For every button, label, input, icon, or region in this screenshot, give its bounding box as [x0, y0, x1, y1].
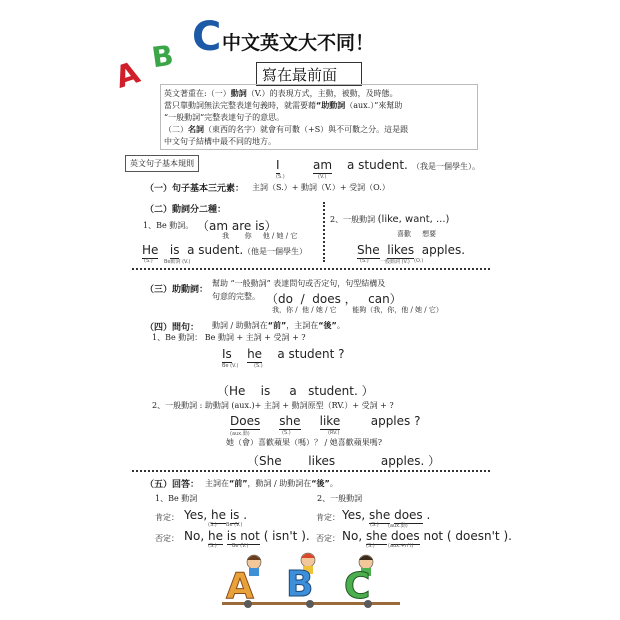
- text: 。: [336, 321, 345, 330]
- word: she: [279, 414, 301, 428]
- abc-letter-b: B: [149, 38, 176, 75]
- section4-be-tag-v: Be (V.): [222, 363, 239, 369]
- word: like: [319, 414, 341, 428]
- section5-general-neg: [342, 529, 512, 543]
- section5-general-neg-tag-s: (S.): [366, 543, 375, 549]
- word: he: [247, 347, 263, 361]
- text: ，動詞 / 助動詞在: [247, 479, 312, 488]
- section5-general-neg-label: 否定：: [316, 534, 340, 543]
- word: He: [142, 243, 159, 257]
- ex1-word-student: a student.: [347, 158, 408, 172]
- word: ( isn't ).: [263, 529, 310, 543]
- section4-general-gloss: 她（會）喜歡蘋果（嗎）？ / 她喜歡蘋果嗎?: [226, 438, 383, 447]
- word: No,: [184, 529, 205, 543]
- section5-be-aff-tag-v: Be (V.): [226, 522, 243, 528]
- word: she: [369, 508, 391, 522]
- abc-letter-a: A: [111, 55, 145, 96]
- intro-text: （二）: [164, 125, 188, 134]
- footer-letter-c: C: [344, 566, 371, 607]
- section4-general-answer: （She likes apples. ）: [247, 454, 441, 468]
- section5-be-aff-tag-s: (S.): [208, 522, 217, 528]
- section3-line-1: 幫助 “一般動詞” 表達問句或否定句，句型結構及: [212, 279, 386, 288]
- section2-be-words: （am are is）: [197, 219, 277, 233]
- section4-be-title: 1、Be 動詞： Be 動詞 + 主詞 + 受詞 + ?: [152, 333, 306, 342]
- page-subtitle: 寫在最前面: [262, 66, 338, 84]
- word: she: [365, 529, 388, 543]
- intro-line-5: 中文句子結構中最不同的地方。: [164, 137, 276, 146]
- section2-label: （二）動詞分二種：: [145, 205, 227, 215]
- ex1-word-i: [276, 158, 280, 172]
- intro-line-3: “一般動詞”完整表達句子的意思。: [164, 113, 285, 122]
- word: a student ?: [277, 347, 345, 361]
- section2-be-ex: [142, 243, 243, 257]
- section2-divider: [323, 202, 325, 262]
- section2-general-tag-s: (S.): [360, 258, 369, 264]
- section5-label: （五）回答：: [145, 480, 200, 490]
- footer-letter-a: A: [226, 566, 254, 607]
- intro-bold: 名詞: [188, 125, 204, 134]
- section3-line-2: 句意的完整。: [212, 292, 260, 301]
- word: likes: [387, 243, 415, 257]
- text: “前”: [229, 479, 248, 488]
- intro-bold: “助動詞: [316, 101, 346, 110]
- word: does: [391, 529, 420, 543]
- section4-be-tag-s: (S.): [254, 363, 263, 369]
- section1-content: 主詞（S.）+ 動詞（V.）+ 受詞（O.）: [252, 183, 390, 192]
- word: I: [276, 158, 280, 172]
- section5-general-aff-tag-aux: (aux.動): [388, 523, 408, 529]
- section3-label: （三）助動詞：: [145, 285, 209, 295]
- section5-general-aff-tag-s: (S.): [370, 522, 379, 528]
- section2-general-glosses: 喜歡 想要: [397, 230, 437, 238]
- intro-line-4: [164, 124, 408, 135]
- word: Is: [222, 347, 232, 361]
- section5-be-neg: [184, 529, 310, 543]
- divider-1: [132, 268, 490, 270]
- abc-letter-c: C: [192, 14, 222, 60]
- word: apples.: [421, 243, 466, 257]
- text: “後”: [318, 321, 337, 330]
- section5-be-aff-label: 肯定：: [155, 513, 179, 522]
- word: a sudent.: [187, 243, 244, 257]
- word: She: [357, 243, 380, 257]
- section4-general-question: [230, 414, 420, 428]
- word: am: [313, 158, 333, 172]
- word: is: [229, 508, 240, 522]
- text: “後”: [311, 479, 330, 488]
- intro-line-2: [164, 100, 402, 111]
- section2-general-title: [330, 214, 449, 225]
- section2-general-ex: [357, 243, 465, 257]
- intro-text: 英文著重在:（一）: [164, 89, 231, 98]
- word: is not: [226, 529, 260, 543]
- intro-line-1: [164, 88, 398, 99]
- section4-be-answer: （He is a student. ）: [217, 384, 374, 398]
- section5-be-title: 1、Be 動詞: [155, 494, 198, 503]
- intro-text: （V.）的表現方式，主動，被動，及時態。: [246, 89, 398, 98]
- section4-general-title: 2、一般動詞 : 助動詞 (aux.)+ 主詞 + 動詞原型（RV.）+ 受詞 + ?: [152, 401, 394, 410]
- section5-be-neg-label: 否定：: [155, 534, 179, 543]
- section2-be-note: （他是一個學生）: [243, 247, 307, 256]
- word: he: [207, 529, 223, 543]
- word: he: [211, 508, 227, 522]
- text: 動詞 / 助動詞在: [212, 321, 268, 330]
- word: does: [394, 508, 423, 522]
- rule-box: 英文句子基本規則: [125, 155, 199, 172]
- text: “前”: [267, 321, 287, 330]
- section2-be-glosses: 我 你 他 / 她 / 它: [222, 232, 298, 240]
- section4-content: [212, 320, 345, 331]
- section5-be-neg-tag-v: Be (V.): [232, 543, 249, 549]
- word: Does: [230, 414, 261, 428]
- section4-general-tag-rv: (RV.): [328, 430, 340, 436]
- section1-label: （一）句子基本三元素：: [145, 184, 245, 194]
- section2-general-tag-o: (O.): [414, 258, 424, 264]
- page-title: 中文英文大不同！: [222, 32, 375, 54]
- section5-be-neg-tag-s: (S.): [208, 543, 217, 549]
- intro-text: （東西的名字）就會有可數（+S）與不可數之分。這是跟: [204, 125, 409, 134]
- section2-general-tag-v: 一般動詞 (V.): [380, 259, 410, 265]
- section5-general-title: 2、一般動詞: [317, 494, 363, 503]
- ex1-tag-s: (S.): [276, 174, 285, 180]
- section2-be-title: 1、Be 動詞。: [143, 221, 194, 230]
- section5-general-aff-label: 肯定：: [316, 513, 340, 522]
- ex1-word-am: [313, 158, 332, 172]
- section3-words: （do / does ， can）: [266, 292, 402, 306]
- section2-be-tag-v: Be動詞 (V.): [164, 259, 191, 265]
- divider-2: [132, 470, 490, 472]
- section4-be-question: [222, 347, 345, 361]
- text: 。: [329, 479, 338, 488]
- ex1-note: （我是一個學生）。: [412, 162, 480, 171]
- section5-general-aff: Yes, she does .: [342, 508, 431, 522]
- intro-text: （aux.）”來幫助: [345, 101, 403, 110]
- section2-be-tag-s: (S.): [144, 258, 153, 264]
- word: is: [169, 243, 180, 257]
- word: Yes,: [184, 508, 208, 522]
- text: 主詞在: [205, 479, 229, 488]
- word: Yes,: [342, 508, 366, 522]
- section4-label: （四）問句：: [145, 323, 200, 333]
- text: 2、一般動詞: [330, 215, 376, 224]
- text: (like, want, ...): [377, 214, 450, 225]
- section5-content: [205, 478, 338, 489]
- word: not ( doesn't ).: [423, 529, 512, 543]
- section5-general-neg-tag-aux: (aux.+n't): [388, 543, 414, 549]
- section4-general-tag-aux: (aux.動): [230, 431, 250, 437]
- intro-text: 當只靠動詞無法完整表達句義時，就需要藉: [164, 101, 316, 110]
- section4-general-tag-s: (S.): [282, 430, 291, 436]
- ex1-tag-v: (V.): [318, 174, 327, 180]
- footer-letter-b: B: [286, 564, 314, 605]
- word: apples ?: [370, 414, 421, 428]
- word: No,: [342, 529, 363, 543]
- section3-glosses: 我，你 / 他 / 她 / 它 能夠（我，你，他 / 她 / 它）: [272, 306, 443, 314]
- intro-bold: 動詞: [230, 89, 247, 98]
- section5-be-aff: Yes, he is .: [184, 508, 248, 522]
- text: ，主詞在: [286, 321, 319, 330]
